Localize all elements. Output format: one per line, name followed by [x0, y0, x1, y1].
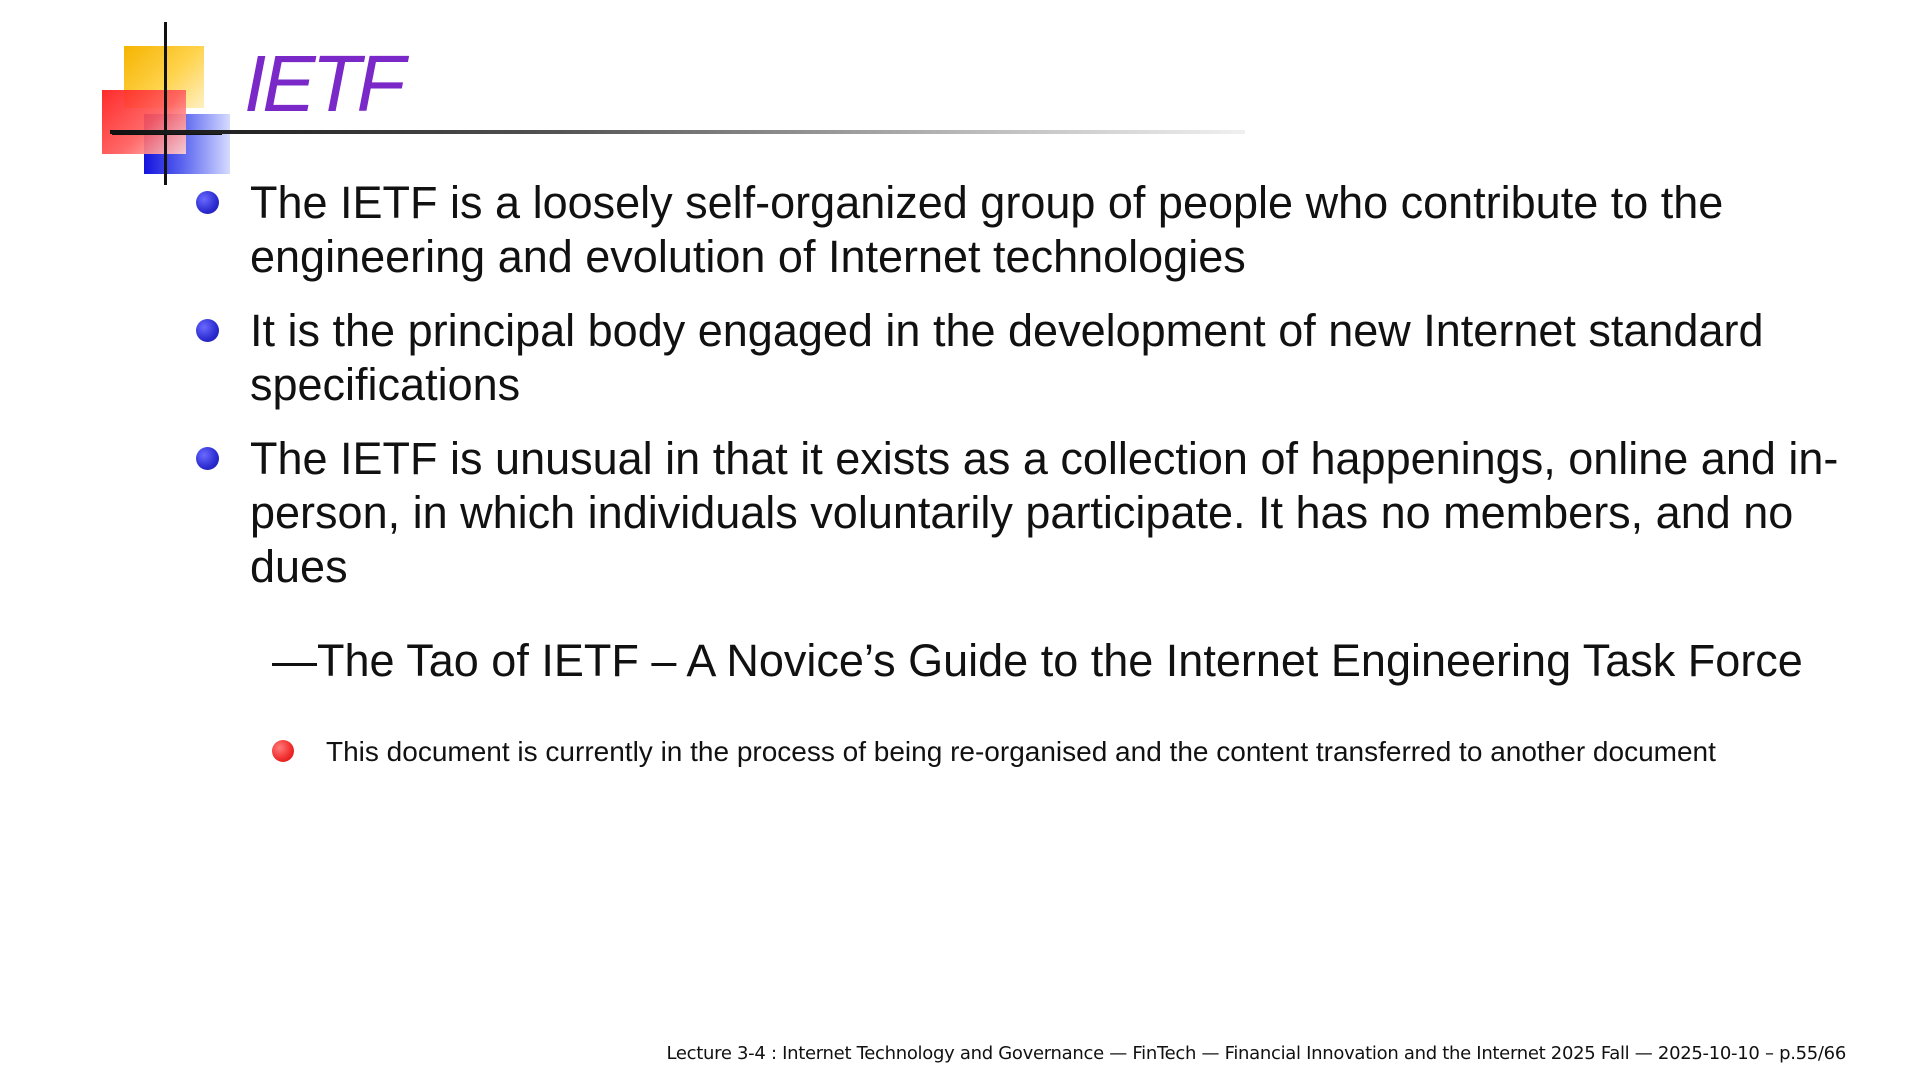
bullet-text: It is the principal body engaged in the development of new Internet standard specifications [250, 305, 1764, 410]
bullet-list [196, 176, 1876, 614]
bullet-text: The IETF is unusual in that it exists as a collection of happenings, online and in-person, in which individuals voluntarily participate. It has no members, and no dues [250, 433, 1839, 592]
bullet-text: The IETF is a loosely self-organized group of people who contribute to the engineering and evolution of Internet technologies [250, 177, 1724, 282]
bullet-item [196, 432, 1876, 594]
bullet-item [196, 304, 1876, 412]
bullet-dot-icon [196, 191, 219, 214]
logo-red-square [102, 90, 186, 154]
slide-footer: Lecture 3-4 : Internet Technology and Governance — FinTech — Financial Innovation and the Internet 2025 Fall — 2025-10-10 – p.55/66 [666, 1043, 1846, 1064]
slide-logo-decoration [98, 22, 238, 187]
bullet-dot-icon [196, 447, 219, 470]
slide-title: IETF [244, 39, 402, 128]
bullet-dot-icon [196, 319, 219, 342]
note-text: This document is currently in the process of being re-organised and the content transferred to another document [326, 736, 1716, 767]
bullet-item [196, 176, 1876, 284]
red-bullet-icon [272, 740, 294, 762]
quote-attribution: —The Tao of IETF – A Novice’s Guide to the Internet Engineering Task Force [272, 635, 1803, 686]
title-underline [110, 130, 1245, 134]
logo-vertical-line [164, 22, 167, 185]
document-note [272, 734, 1872, 774]
